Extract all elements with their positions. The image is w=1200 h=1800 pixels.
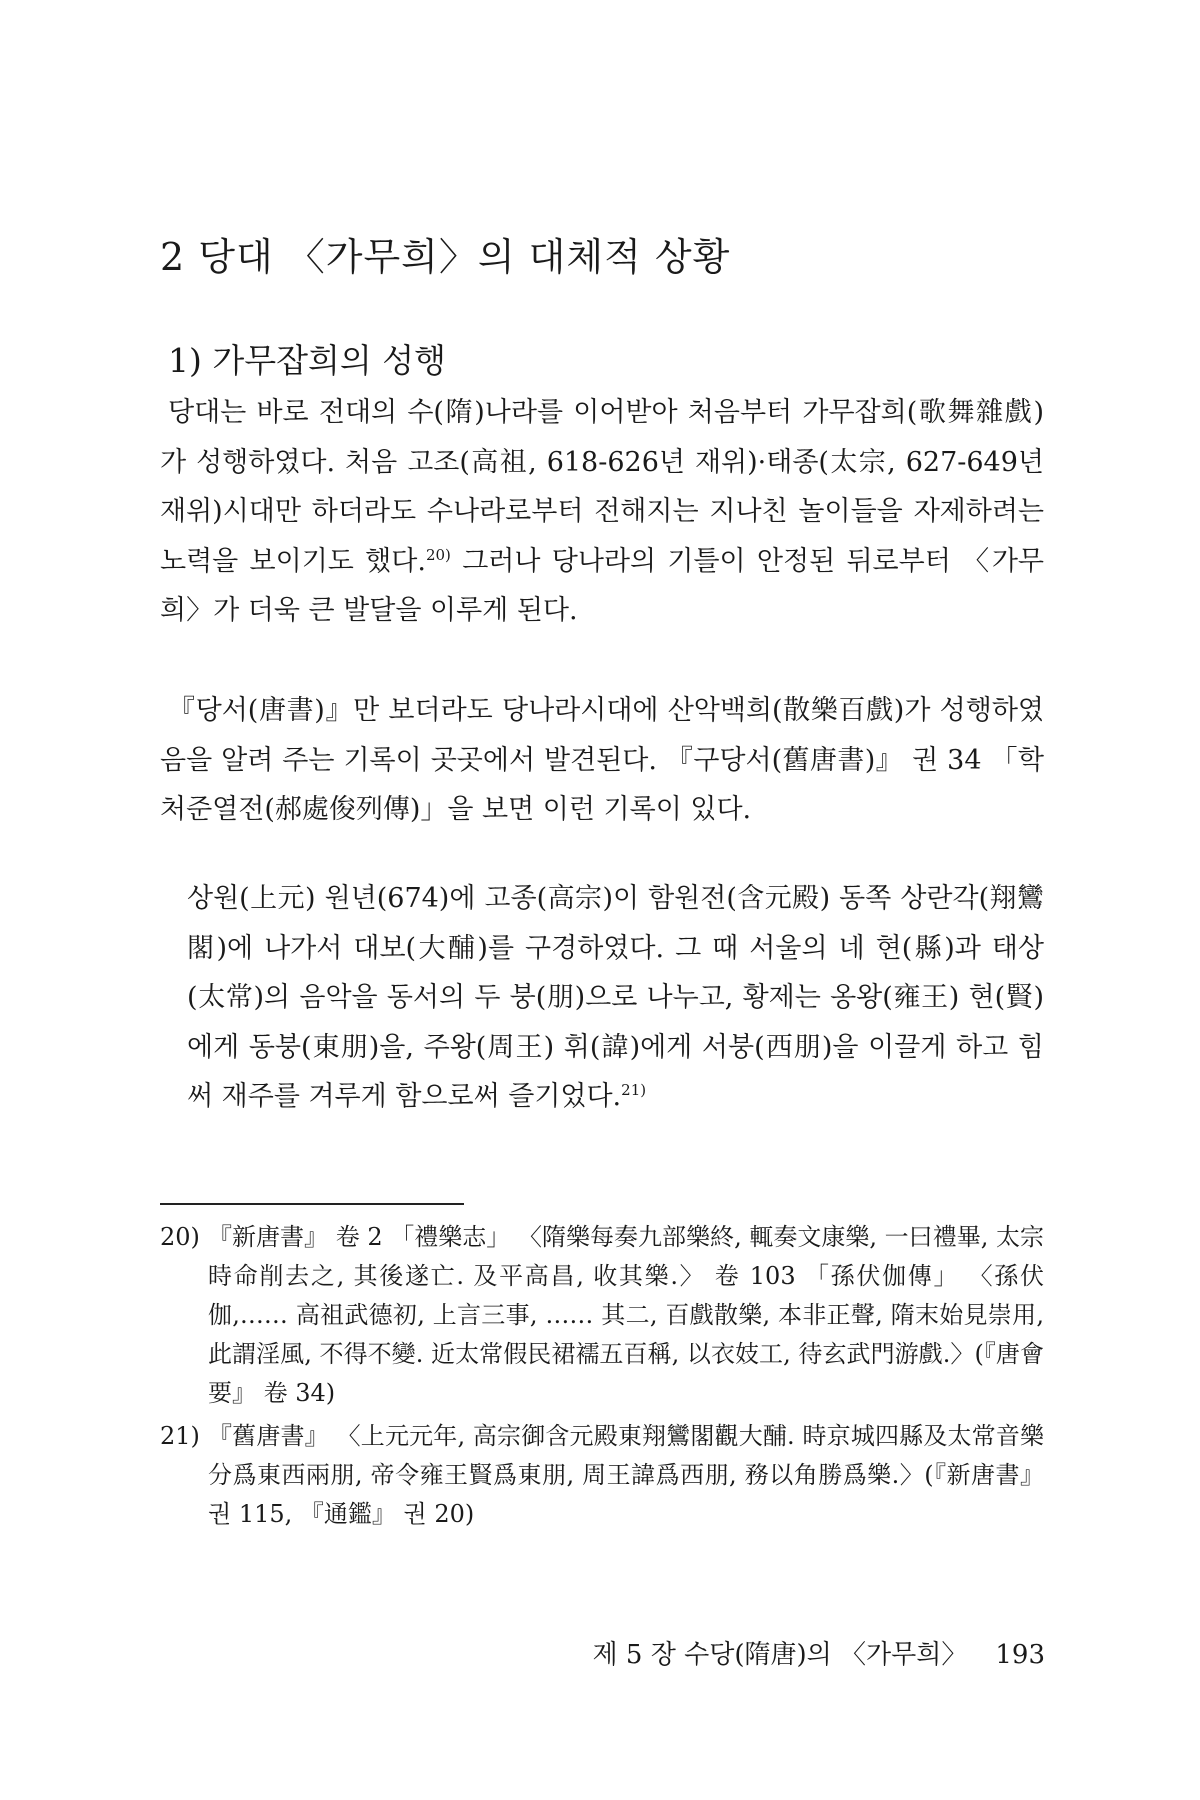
paragraph-1-text-after: 그러나 당나라의 기틀이 안정된 뒤로부터 〈가무희〉가 더욱 큰 발달을 이루게 된다. <box>160 545 1044 626</box>
footnote-text: 『新唐書』 卷 2 「禮樂志」 〈隋樂每奏九部樂終, 輒奏文康樂, 一曰禮畢, 太宗時命削去之, 其後遂亡. 及平高昌, 收其樂.〉 卷 103 「孫伏伽傳」 〈孫伏伽,…… 高祖武德初, 上言三事, …… 其二, 百戲散樂, 本非正聲, 隋末始見崇用, 此謂淫風, 不得不變. 近太常假民裙襦五百稱, 以衣妓工, 待玄武門游戲.〉(『唐會要』 卷 34) <box>208 1223 1044 1407</box>
page-number: 193 <box>995 1640 1045 1670</box>
body-paragraph-1 <box>160 388 1044 636</box>
subsection-title: 1) 가무잡희의 성행 <box>168 341 446 380</box>
running-footer <box>593 1635 1045 1675</box>
block-quote <box>187 874 1044 1122</box>
footnote-number: 20) <box>160 1223 200 1251</box>
paragraph-1-text: 당대는 바로 전대의 수(隋)나라를 이어받아 처음부터 가무잡희(歌舞雜戲)가 성행하였다. 처음 고조(高祖, 618-626년 재위)·태종(太宗, 627-649년 재위)시대만 하더라도 수나라로부터 전해지는 지나친 놀이들을 자제하려는 노력을 보이기도 했다. <box>160 397 1044 577</box>
footnote-text: 『舊唐書』 〈上元元年, 高宗御含元殿東翔鸞閣觀大酺. 時京城四縣及太常音樂分爲東西兩朋, 帝令雍王賢爲東朋, 周王諱爲西朋, 務以角勝爲樂.〉(『新唐書』 권 115, 『通鑑』 권 20) <box>208 1422 1044 1528</box>
body-paragraph-2: 『당서(唐書)』만 보더라도 당나라시대에 산악백희(散樂百戲)가 성행하였음을 알려 주는 기록이 곳곳에서 발견된다. 『구당서(舊唐書)』 권 34 「학처준열전(郝處俊列傳)」을 보면 이런 기록이 있다. <box>160 695 1044 825</box>
quote-text: 상원(上元) 원년(674)에 고종(高宗)이 함원전(含元殿) 동쪽 상란각(翔鸞閣)에 나가서 대보(大酺)를 구경하였다. 그 때 서울의 네 현(縣)과 태상(太常)의 음악을 동서의 두 붕(朋)으로 나누고, 황제는 옹왕(雍王) 현(賢)에게 동붕(東朋)을, 주왕(周王) 휘(諱)에게 서붕(西朋)을 이끌게 하고 힘써 재주를 겨루게 함으로써 즐기었다. <box>187 883 1044 1112</box>
footnote-number: 21) <box>160 1422 200 1450</box>
footnote-ref-20: 20) <box>425 545 451 564</box>
footnote-21 <box>160 1417 1044 1534</box>
footnote-ref-21: 21) <box>621 1081 647 1099</box>
section-title: 2 당대 〈가무희〉의 대체적 상황 <box>160 235 731 279</box>
footnote-20 <box>160 1218 1044 1413</box>
chapter-title: 제 5 장 수당(隋唐)의 〈가무희〉 <box>592 1640 968 1670</box>
footnote-divider <box>160 1203 464 1205</box>
footnote-list <box>160 1218 1044 1538</box>
